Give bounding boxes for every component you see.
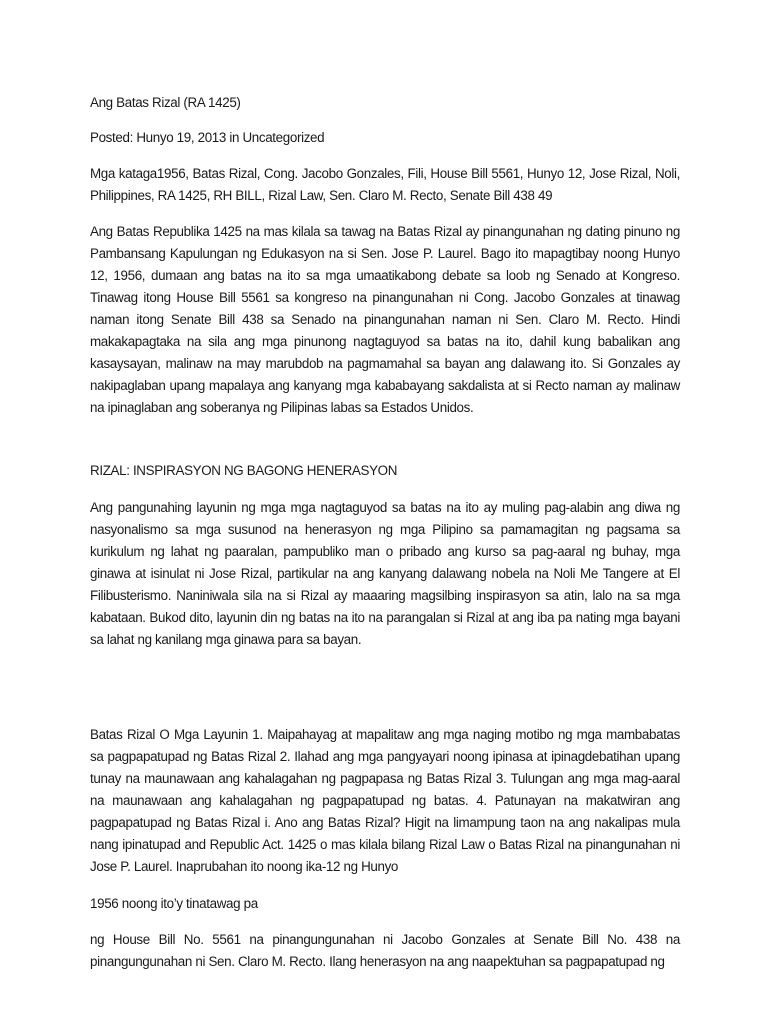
final-paragraph: ng House Bill No. 5561 na pinangungunahan ni Jacobo Gonzales at Senate Bill No. 438 na pinangungunahan ni Sen. Claro M. Recto. Ilang henerasyon na ang naapektuhan sa pagpapatupad ng (90, 932, 680, 969)
year-line: 1956 noong ito’y tinatawag pa (90, 896, 258, 911)
purpose-paragraph: Ang pangunahing layunin ng mga mga nagtaguyod sa batas na ito ay muling pag-alabin ang diwa ng nasyonalismo sa mga susunod na henerasyon ng mga Pilipino sa pamamagitan ng pagsama sa kurikulum ng lahat ng paaralan, pampubliko man o pribado ang kurso sa pag-aaral ng buhay, mga ginawa at isinulat ni Jose Rizal, partikular na ang kanyang dalawang nobela na Noli Me Tangere at El Filibusterismo. Naniniwala sila na si Rizal ay maaaring magsilbing inspirasyon sa atin, lalo na sa mga kabataan. Bukod dito, layunin din ng batas na ito na parangalan si Rizal at ang iba pa nating mga bayani sa lahat ng kanilang mga ginawa para sa bayan. (90, 500, 680, 647)
document-body (90, 92, 680, 973)
objectives-paragraph: Batas Rizal O Mga Layunin 1. Maipahayag at mapalitaw ang mga naging motibo ng mga mambabatas sa pagpapatupad ng Batas Rizal 2. Ilahad ang mga pangyayari noong ipinasa at ipinagdebatihan upang tunay na maunawaan ang kahalagahan ng pagpapasa ng Batas Rizal 3. Tulungan ang mga mag-aaral na maunawaan ang kahalagahan ng pagpapatupad ng batas. 4. Patunayan na makatwiran ang pagpapatupad ng Batas Rizal i. Ano ang Batas Rizal? Higit na limampung taon na ang nakalipas mula nang ipinatupad and Republic Act. 1425 o mas kilala bilang Rizal Law o Batas Rizal na pinangunahan ni Jose P. Laurel. Inaprubahan ito noong ika-12 ng Hunyo (90, 727, 680, 874)
intro-paragraph: Ang Batas Republika 1425 na mas kilala sa tawag na Batas Rizal ay pinangunahan ng dating pinuno ng Pambansang Kapulungan ng Edukasyon na si Sen. Jose P. Laurel. Bago ito mapagtibay noong Hunyo 12, 1956, dumaan ang batas na ito sa mga umaatikabong debate sa loob ng Senado at Kongreso. Tinawag itong House Bill 5561 sa kongreso na pinangunahan ni Cong. Jacobo Gonzales at tinawag naman itong Senate Bill 438 sa Senado na pinangunahan naman ni Sen. Claro M. Recto. Hindi makakapagtaka na sila ang mga pinunong nagtaguyod sa batas na ito, dahil kung babalikan ang kasaysayan, malinaw na may marubdob na pagmamahal sa bayan ang dalawang ito. Si Gonzales ay nakipaglaban upang mapalaya ang kanyang mga kababayang sakdalista at si Recto naman ay malinaw na ipinaglaban ang soberanya ng Pilipinas labas sa Estados Unidos. (90, 224, 680, 415)
section-heading: RIZAL: INSPIRASYON NG BAGONG HENERASYON (90, 463, 398, 478)
document-title: Ang Batas Rizal (RA 1425) (90, 95, 241, 110)
posted-line: Posted: Hunyo 19, 2013 in Uncategorized (90, 130, 325, 145)
tags-paragraph: Mga kataga1956, Batas Rizal, Cong. Jacobo Gonzales, Fili, House Bill 5561, Hunyo 12, Jose Rizal, Noli, Philippines, RA 1425, RH BILL, Rizal Law, Sen. Claro M. Recto, Senate Bill 438 49 (90, 166, 680, 203)
